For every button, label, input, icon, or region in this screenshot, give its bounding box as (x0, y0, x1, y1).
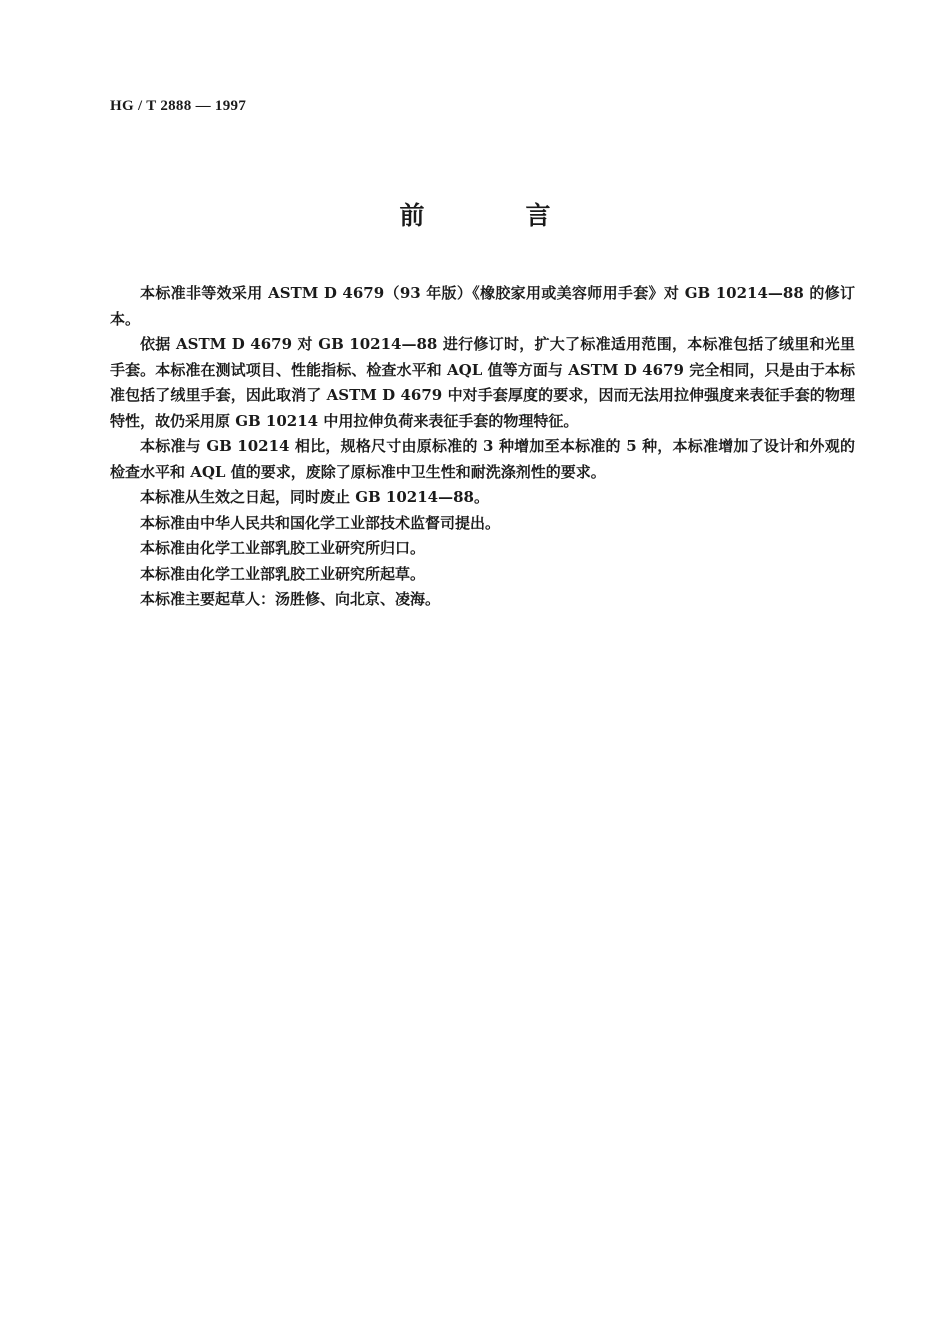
foreword-body (110, 281, 855, 613)
paragraph-comparison: 本标准与 GB 10214 相比，规格尺寸由原标准的 3 种增加至本标准的 5 种，本标准增加了设计和外观的检查水平和 AQL 值的要求，废除了原标准中卫生性和耐洗涤剂性的要求。 (110, 437, 855, 481)
paragraph-drafter-unit: 本标准由化学工业部乳胶工业研究所起草。 (140, 564, 426, 583)
paragraph-proposer: 本标准由中华人民共和国化学工业部技术监督司提出。 (140, 513, 501, 532)
document-code: HG / T 2888 — 1997 (110, 98, 247, 114)
paragraph-effective: 本标准从生效之日起，同时废止 GB 10214—88。 (140, 488, 489, 506)
paragraph-revision-basis: 依据 ASTM D 4679 对 GB 10214—88 进行修订时，扩大了标准适用范围，本标准包括了绒里和光里手套。本标准在测试项目、性能指标、检查水平和 AQL 值等方面与 ASTM D 4679 完全相同，只是由于本标准包括了绒里手套，因此取消了 ASTM D 4679 中对手套厚度的要求，因而无法用拉伸强度来表征手套的物理特性，故仍采用原 GB 10214 中用拉伸负荷来表征手套的物理特征。 (110, 335, 855, 430)
paragraph-adoption: 本标准非等效采用 ASTM D 4679（93 年版）《橡胶家用或美容师用手套》对 GB 10214—88 的修订本。 (110, 284, 855, 328)
page-title: 前 言 (399, 201, 589, 230)
paragraph-administrator: 本标准由化学工业部乳胶工业研究所归口。 (140, 539, 426, 557)
paragraph-drafters: 本标准主要起草人：汤胜修、向北京、凌海。 (140, 590, 441, 608)
